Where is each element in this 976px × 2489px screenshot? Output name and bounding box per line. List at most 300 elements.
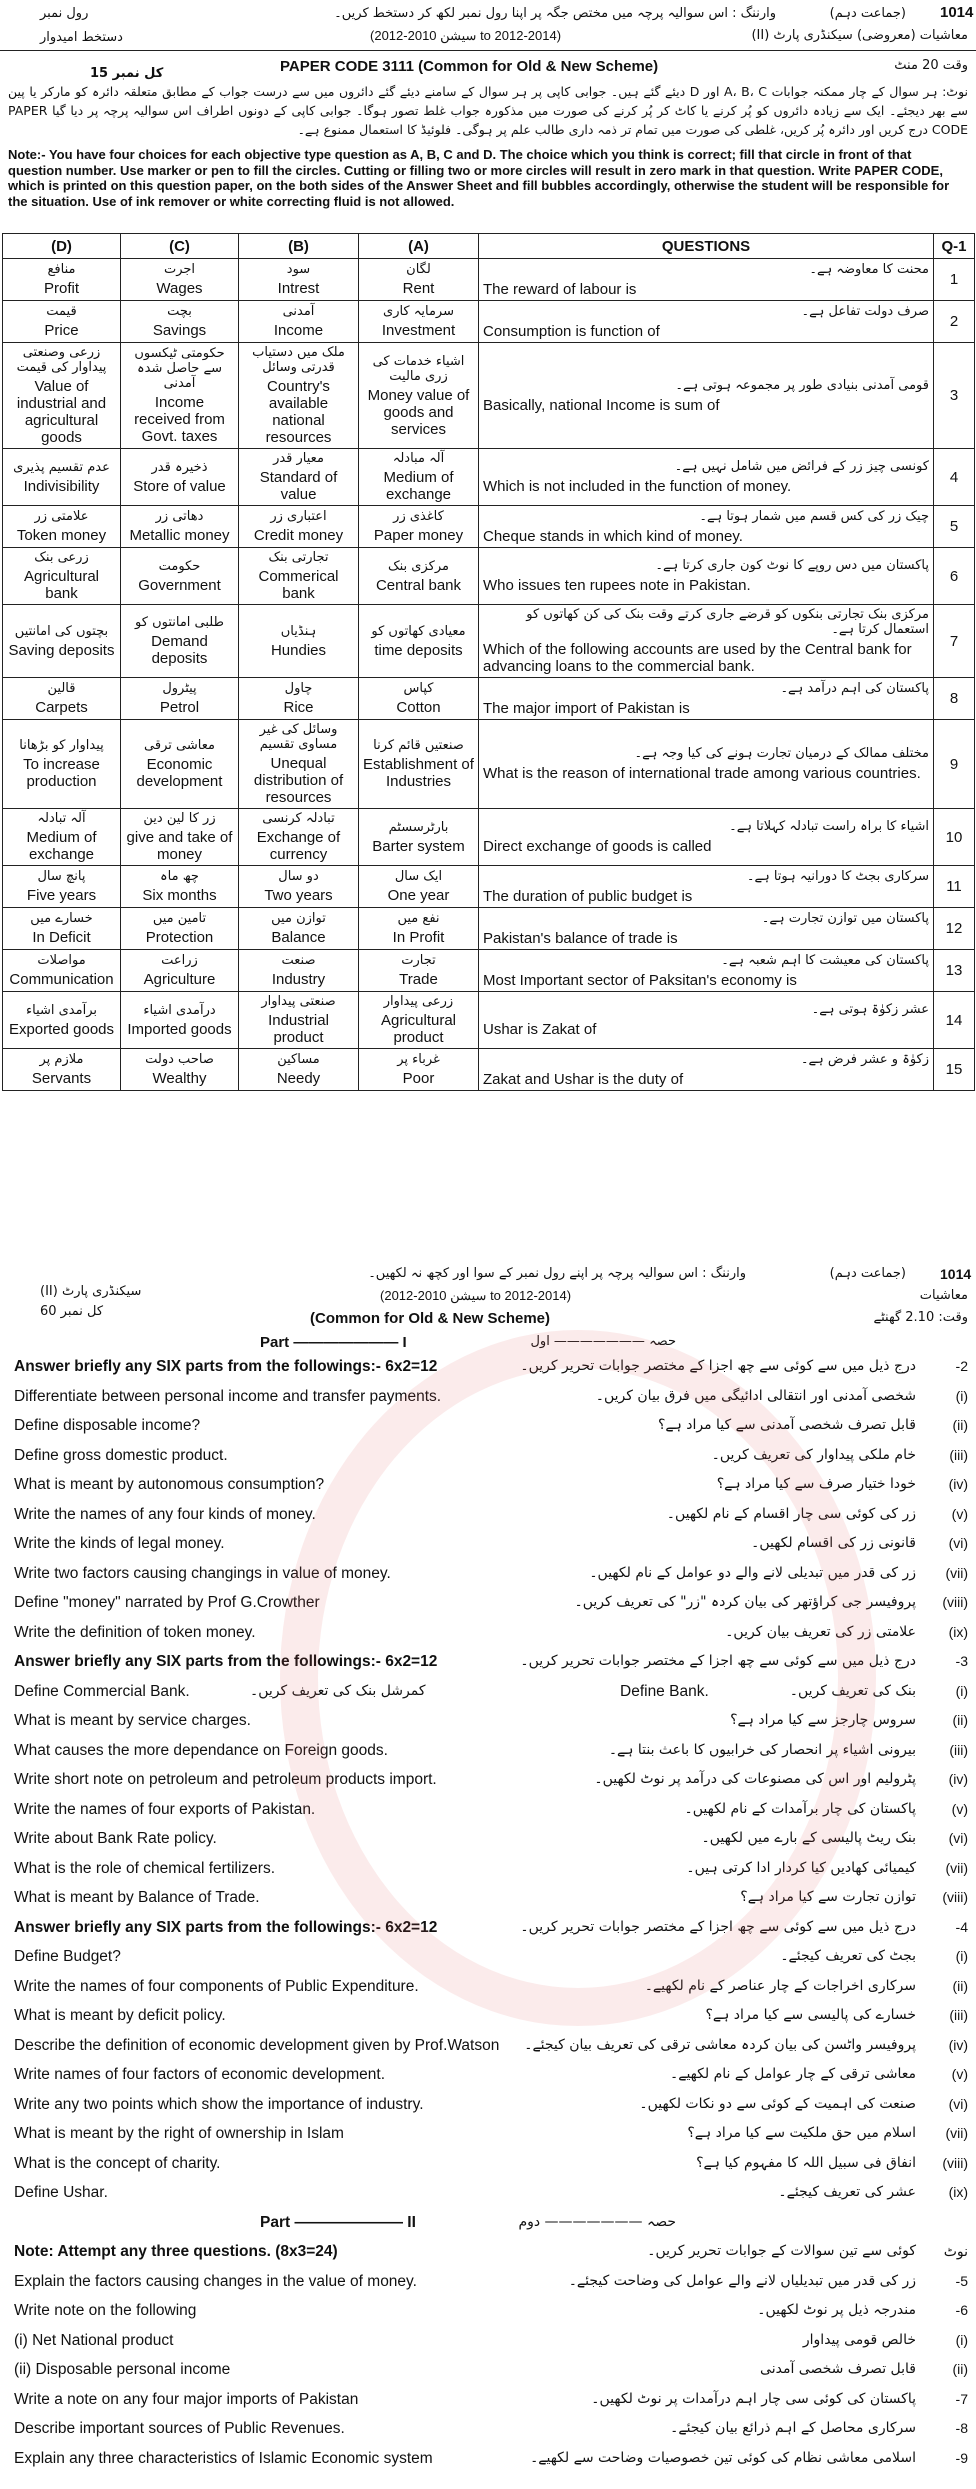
question-urdu: عشر زکوٰۃ ہوتی ہے۔	[811, 1002, 929, 1017]
option-d	[3, 1049, 121, 1091]
question-urdu: سرکاری اخراجات کے چار عناصر کے نام لکھیے۔	[644, 1977, 916, 1994]
question-urdu: قومی آمدنی بنیادی طور پر مجموعہ ہوتی ہے۔	[675, 377, 929, 393]
option-b	[239, 992, 359, 1049]
question-number: (v)	[951, 1800, 968, 1817]
question-urdu: انفاق فی سبیل اللہ کا مفہوم کیا ہے؟	[696, 2154, 916, 2171]
short-question	[0, 2330, 976, 2356]
question-cell	[479, 449, 934, 506]
question-urdu: قابل تصرف شخصی آمدنی سے کیا مراد ہے؟	[657, 1417, 916, 1433]
question-english: Answer briefly any SIX parts from the followings:- 6x2=12	[14, 1653, 438, 1670]
option-urdu: زراعت	[161, 953, 198, 968]
option-urdu: زرعی بنک	[34, 550, 89, 565]
option-c	[121, 678, 239, 720]
mcq-row	[3, 908, 975, 950]
option-english: Profit	[43, 280, 79, 297]
option-urdu: حکومت	[158, 558, 201, 574]
question-english: Write two factors causing changings in value of money.	[14, 1564, 391, 1582]
question-number: 11	[934, 866, 975, 908]
col-c-header: (C)	[121, 234, 239, 259]
question-cell	[479, 950, 934, 992]
subjective-marks: کل نمبر 60	[40, 1304, 104, 1319]
question-number: 1	[934, 259, 975, 301]
option-english: Economic development	[136, 756, 223, 790]
option-english: Agriculture	[143, 971, 216, 988]
option-c	[121, 809, 239, 866]
question-english: Who issues ten rupees note in Pakistan.	[483, 577, 751, 594]
option-english: Rice	[283, 699, 314, 716]
question-english: Pakistan's balance of trade is	[483, 929, 678, 947]
question-number: نوٹ	[943, 2243, 968, 2259]
question-urdu: کونسی چیز زر کے فرائض میں شامل نہیں ہے۔	[674, 459, 929, 474]
option-d	[3, 950, 121, 992]
question-english: Answer briefly any SIX parts from the followings:- 6x2=12	[14, 1918, 438, 1936]
option-a	[359, 506, 479, 548]
option-urdu: معیار قدر	[273, 451, 324, 466]
option-c	[121, 950, 239, 992]
question-number: -3	[955, 1653, 968, 1669]
question-number: -4	[955, 1918, 968, 1935]
question-urdu: پاکستان کی کوئی سی چار اہم درآمدات پر نوٹ لکھیں۔	[591, 2390, 916, 2407]
question-number: -7	[955, 2390, 968, 2407]
question-urdu: مندرجہ ذیل پر نوٹ لکھیں۔	[757, 2302, 916, 2318]
option-english: Servants	[31, 1070, 92, 1087]
note-label: Note:-	[8, 147, 46, 162]
option-d	[3, 720, 121, 809]
short-question	[0, 1799, 976, 1825]
option-english: Industry	[271, 971, 326, 988]
question-english: Define Budget?	[14, 1948, 121, 1965]
option-english: Commerical bank	[258, 568, 339, 602]
option-english: Protection	[145, 929, 214, 946]
option-english: Imported goods	[127, 1020, 232, 1038]
question-number: (viii)	[942, 1889, 968, 1905]
option-urdu: تامین میں	[152, 911, 207, 926]
mcq-row	[3, 720, 975, 809]
option-english: Metallic money	[129, 527, 230, 544]
subjective-part: سیکنڈری پارٹ (II)	[40, 1284, 142, 1299]
option-b	[239, 548, 359, 605]
option-english: Hundies	[270, 641, 327, 659]
question-english: Write the names of four components of Public Expenditure.	[14, 1977, 419, 1995]
option-urdu: تجارت	[401, 953, 436, 968]
option-urdu: دو سال	[278, 869, 319, 884]
question-urdu: زر کی قدر میں تبدیلی لانے والے دو عوامل کے نام لکھیں۔	[589, 1564, 916, 1581]
question-english: The reward of labour is	[483, 280, 637, 298]
question-english: Direct exchange of goods is called	[483, 838, 712, 855]
mcq-row	[3, 1049, 975, 1091]
short-question	[0, 2448, 976, 2474]
question-english: Which is not included in the function of money.	[483, 478, 792, 495]
option-urdu: بارٹرسسٹم	[388, 819, 449, 835]
note-text: You have four choices for each objective type question as A, B, C and D. The choice which you think is correct; fill that circle in front of that question number. Use marker or pen to fill the circles. Cutting or filling two or more circles will result in zero mark in that question. Write PAPER CODE, which is printed on this question paper, on the both sides of the Answer Sheet and fill bubbles accordingly, otherwise the student will be responsible for the situation. Use of ink remover or white correcting fluid is not allowed.	[8, 147, 950, 209]
option-c	[121, 343, 239, 449]
option-b	[239, 950, 359, 992]
question-cell	[479, 908, 934, 950]
option-english: Petrol	[159, 699, 200, 716]
question-number: 15	[934, 1049, 975, 1091]
urdu-instructions: نوٹ: ہر سوال کے چار ممکنہ جوابات A، B، C اور D دیئے گئے ہیں۔ جوابی کاپی پر ہر سوال کے سامنے دیئے گئے دائروں میں سے درست جواب کے مطابق متعلقہ دائرہ کو مارکر یا پین سے بھر دیجئے۔ ایک سے زیادہ دائروں کو پُر کرنے یا کاٹ کر پُر کرنے کی صورت میں مذکورہ جواب غلط تصور ہوگا۔ جوابی کاپی کے دونوں اطراف اس سوالیہ پرچہ پر دیا گیا PAPER CODE درج کریں اور دائرہ پُر کریں، غلطی کی صورت میں تمام تر ذمہ داری طالب علم پر ہوگی۔ فلوئیڈ کا استعمال ممنوع ہے۔	[8, 84, 969, 137]
option-urdu: غرباء پر	[397, 1052, 440, 1067]
english-instructions	[8, 147, 968, 209]
question-english: What is the role of chemical fertilizers.	[14, 1859, 276, 1877]
short-question	[0, 2418, 976, 2444]
option-urdu: صاحب دولت	[145, 1052, 214, 1067]
question-cell	[479, 605, 934, 678]
question-number: -8	[955, 2420, 968, 2436]
short-question	[0, 1858, 976, 1884]
option-urdu: برآمدی اشیاء	[26, 1002, 97, 1018]
question-cell	[479, 301, 934, 343]
option-urdu: کپاس	[403, 681, 434, 696]
question-urdu: مرکزی بنک تجارتی بنکوں کو قرضے جاری کرتے وقت بنک کی کن کھاتوں کو استعمال کرتا ہے۔	[526, 607, 929, 637]
short-question	[0, 1474, 976, 1500]
option-urdu: پیٹرول	[162, 681, 197, 696]
question-english: Zakat and Ushar is the duty of	[483, 1070, 684, 1088]
option-urdu: وسائل کی غیر مساوی تقسیم	[259, 722, 338, 752]
option-urdu: مساکین	[277, 1052, 320, 1067]
question-urdu: پاکستان کی معیشت کا اہم شعبہ ہے۔	[721, 952, 929, 968]
question-urdu: بجٹ کی تعریف کیجئے۔	[780, 1948, 916, 1964]
question-urdu: پاکستان کی اہم درآمد ہے۔	[780, 680, 929, 696]
question-cell	[479, 1049, 934, 1091]
question-urdu: علامتی زر کی تعریف بیان کریں۔	[725, 1623, 916, 1640]
question-english: What causes the more dependance on Foreign goods.	[14, 1741, 388, 1759]
question-urdu: زر کی قدر میں تبدیلیاں لانے والے عوامل کی وضاحت کیجئے۔	[568, 2272, 916, 2289]
option-d	[3, 301, 121, 343]
question-cell	[479, 720, 934, 809]
question-english: Define disposable income?	[14, 1417, 201, 1434]
question-number: (viii)	[942, 2154, 968, 2171]
question-urdu: پاکستان میں دس روپے کا نوٹ کون جاری کرتا ہے۔	[655, 558, 929, 573]
option-english: Barter system	[372, 837, 465, 855]
option-urdu: آلہ مبادلہ	[392, 451, 445, 466]
question-cell	[479, 506, 934, 548]
option-b	[239, 605, 359, 678]
option-a	[359, 548, 479, 605]
option-a	[359, 259, 479, 301]
question-urdu: کیمیائی کھادیں کیا کردار ادا کرتی ہیں۔	[686, 1859, 916, 1876]
short-question	[0, 1946, 976, 1972]
question-english: Explain the factors causing changes in the value of money.	[14, 2272, 417, 2290]
question-urdu: سروس چارجز سے کیا مراد ہے؟	[730, 1712, 916, 1728]
question-number: (iv)	[948, 1771, 968, 1787]
table-header-row	[3, 234, 975, 259]
question-english: What is meant by Balance of Trade.	[14, 1889, 260, 1906]
question-english: Which of the following accounts are used by the Central bank for advancing loans to the commercial bank.	[483, 641, 912, 675]
question-urdu: سرکاری بجٹ کا دورانیہ ہوتا ہے۔	[746, 868, 929, 884]
option-urdu: چھ ماہ	[160, 869, 199, 884]
option-a	[359, 301, 479, 343]
question-urdu: خسارے کی پالیسی سے کیا مراد ہے؟	[705, 2007, 916, 2023]
option-english: Store of value	[133, 477, 226, 495]
subjective-session: (سیشن 2010-2012 to 2012-2014)	[380, 1288, 572, 1303]
option-urdu: زرعی پیداوار	[383, 994, 454, 1009]
question-english: (ii) Disposable personal income	[14, 2361, 231, 2378]
option-english: In Profit	[392, 929, 445, 946]
option-english: Wages	[156, 280, 203, 297]
question-number: (vii)	[945, 1564, 968, 1581]
short-question	[0, 1769, 976, 1795]
question-english: Define gross domestic product.	[14, 1446, 228, 1464]
question-number: 5	[934, 506, 975, 548]
question-english: What is meant by service charges.	[14, 1712, 251, 1729]
short-question	[0, 2094, 976, 2120]
question-urdu: زکوٰۃ و عشر فرض ہے۔	[800, 1051, 929, 1067]
section-heading	[0, 1651, 976, 1677]
question-english: Part ——————— II	[260, 2213, 416, 2231]
question-urdu: معاشی ترقی کے چار عوامل کے نام لکھیے۔	[670, 2066, 916, 2082]
option-urdu: بچتوں کی امانتیں	[14, 623, 109, 639]
option-english: Central bank	[375, 576, 462, 594]
question-cell	[479, 259, 934, 301]
question-english: Write the definition of token money.	[14, 1623, 256, 1641]
option-english: Industrial product	[268, 1012, 329, 1046]
question-urdu: توازن تجارت سے کیا مراد ہے؟	[740, 1889, 916, 1905]
option-c	[121, 259, 239, 301]
question-number: 8	[934, 678, 975, 720]
option-urdu: مرکزی بنک	[388, 558, 449, 574]
question-english: Explain any three characteristics of Islamic Economic system	[14, 2449, 433, 2467]
option-urdu: حکومتی ٹیکسوں سے حاصل شدہ آمدنی	[134, 346, 225, 391]
option-urdu: ایک سال	[394, 869, 443, 884]
question-urdu: پروفیسر واٹسن کی بیان کردہ معاشی ترقی کی تعریف بیان کیجئے۔	[524, 2036, 916, 2053]
subjective-scheme: (Common for Old & New Scheme)	[310, 1310, 551, 1327]
subjective-class: (جماعت دہم)	[829, 1266, 906, 1281]
question-english: Answer briefly any SIX parts from the followings:- 6x2=12	[14, 1358, 438, 1375]
question-number: (iv)	[948, 2036, 968, 2053]
option-urdu: قیمت	[46, 304, 77, 319]
question-english: Differentiate between personal income and transfer payments.	[14, 1387, 442, 1405]
option-english: Poor	[402, 1070, 435, 1087]
question-number: 3	[934, 343, 975, 449]
part-heading	[0, 2212, 976, 2238]
option-urdu: اجرت	[163, 262, 196, 277]
question-number: 6	[934, 548, 975, 605]
question-urdu: قانونی زر کی اقسام لکھیں۔	[751, 1535, 916, 1551]
option-urdu: چاول	[284, 681, 313, 696]
question-urdu: کوئی سے تین سوالات کے جوابات تحریر کریں۔	[647, 2243, 916, 2259]
option-english: Two years	[264, 887, 333, 904]
option-english: Investment	[381, 322, 456, 339]
part-one-label: Part ——————— I	[260, 1334, 407, 1351]
option-urdu: لگان	[406, 262, 431, 277]
option-urdu: صنعتی پیداوار	[261, 994, 336, 1009]
option-d	[3, 809, 121, 866]
option-c	[121, 301, 239, 343]
question-english: Write any two points which show the importance of industry.	[14, 2095, 424, 2113]
question-english: Most Important sector of Paksitan's economy is	[483, 971, 797, 989]
option-english: Government	[138, 576, 221, 594]
question-number: 12	[934, 908, 975, 950]
option-urdu: ملازم پر	[39, 1052, 84, 1067]
question-english: What is the concept of charity.	[14, 2154, 221, 2172]
question-number: -6	[955, 2302, 968, 2318]
option-english: Exported goods	[8, 1020, 115, 1038]
option-a	[359, 1049, 479, 1091]
question-urdu: صرف دولت تفاعل ہے۔	[801, 303, 929, 319]
col-questions-header: QUESTIONS	[479, 234, 934, 259]
question-cell	[479, 343, 934, 449]
option-english: Token money	[16, 527, 107, 544]
option-urdu: پانچ سال	[37, 869, 86, 884]
mcq-row	[3, 259, 975, 301]
option-urdu: اعتباری زر	[270, 509, 327, 524]
option-d	[3, 449, 121, 506]
option-english: Money value of goods and services	[367, 386, 470, 438]
option-english: Cotton	[396, 699, 441, 716]
question-number: -9	[955, 2449, 968, 2466]
question-urdu: پروفیسر جی کراؤتھر کی بیان کردہ "زر" کی تعریف کریں۔	[574, 1594, 916, 1610]
col-b-header: (B)	[239, 234, 359, 259]
option-c	[121, 506, 239, 548]
short-question	[0, 1533, 976, 1559]
option-d	[3, 866, 121, 908]
question-urdu: پٹرولیم اور اس کی مصنوعات کی درآمد پر نوٹ لکھیں۔	[594, 1771, 916, 1787]
question-number: (ii)	[952, 1712, 968, 1728]
option-d	[3, 908, 121, 950]
short-question	[0, 2359, 976, 2385]
question-english: The duration of public budget is	[483, 887, 693, 905]
class-label: (جماعت دہم)	[829, 6, 906, 21]
option-d	[3, 343, 121, 449]
col-a-header: (A)	[359, 234, 479, 259]
question-urdu: چیک زر کی کس قسم میں شمار ہوتا ہے۔	[699, 508, 929, 524]
option-b	[239, 720, 359, 809]
option-english: Saving deposits	[8, 641, 115, 659]
option-urdu: کاغذی زر	[393, 509, 444, 524]
option-a	[359, 992, 479, 1049]
question-urdu: اسلامی معاشی نظام کی کوئی تین خصوصیات وضاحت سے لکھیے۔	[530, 2449, 916, 2466]
question-english: Note: Attempt any three questions. (8x3=24)	[14, 2243, 338, 2260]
option-urdu: معیادی کھاتوں کو	[371, 623, 466, 639]
question-number: (vii)	[945, 1859, 968, 1876]
question-number: (iii)	[949, 2007, 968, 2023]
option-english: Intrest	[277, 280, 320, 297]
mcq-row	[3, 506, 975, 548]
option-english: Medium of exchange	[26, 829, 97, 863]
question-number: (iv)	[948, 1476, 968, 1492]
short-question	[0, 1415, 976, 1441]
option-english: Value of industrial and agricultural goods	[16, 378, 107, 446]
option-english: Trade	[399, 971, 438, 988]
question-number: (vi)	[948, 2095, 968, 2112]
question-number: 2	[934, 301, 975, 343]
short-question	[0, 1887, 976, 1913]
option-urdu: سود	[286, 262, 311, 277]
question-english: Define "money" narrated by Prof G.Crowther	[14, 1594, 320, 1611]
question-urdu: خالص قومی پیداوار	[802, 2331, 916, 2348]
question-urdu: عشر کی تعریف کیجئے۔	[778, 2184, 916, 2200]
option-english: Agricultural product	[380, 1012, 457, 1046]
option-b	[239, 809, 359, 866]
question-english: Ushar is Zakat of	[483, 1021, 597, 1038]
question-urdu: درج ذیل میں سے کوئی سے چھ اجزا کے مختصر جوابات تحریر کریں۔	[520, 1653, 916, 1669]
option-english: Standard of value	[259, 469, 338, 503]
option-d	[3, 992, 121, 1049]
option-english: Five years	[26, 887, 97, 904]
question-number: (ix)	[948, 2184, 968, 2200]
question-urdu: بنک ریٹ پالیسی کے بارے میں لکھیں۔	[701, 1830, 916, 1846]
question-urdu: محنت کا معاوضہ ہے۔	[809, 261, 929, 277]
option-a	[359, 343, 479, 449]
option-d	[3, 605, 121, 678]
question-number: (vi)	[948, 1830, 968, 1846]
paper-code-title: PAPER CODE 3111 (Common for Old & New Scheme)	[280, 58, 659, 75]
option-english: Exchange of currency	[256, 829, 341, 863]
question-number: (i)	[955, 1682, 968, 1699]
subject-title: معاشیات (معروضی) سیکنڈری پارٹ (II)	[751, 28, 968, 43]
short-question	[0, 1504, 976, 1530]
question-english: Write short note on petroleum and petroleum products import.	[14, 1771, 437, 1788]
option-urdu: آمدنی	[282, 304, 315, 319]
part-one-urdu: حصہ ——————— اول	[530, 1334, 676, 1349]
question-english: What is meant by the right of ownership in Islam	[14, 2125, 344, 2142]
mcq-row	[3, 992, 975, 1049]
time-label: وقت 20 منٹ	[894, 58, 968, 73]
question-urdu: حصہ ——————— دوم	[518, 2213, 676, 2230]
question-cell	[479, 866, 934, 908]
mcq-row	[3, 548, 975, 605]
question-number: (iii)	[949, 1741, 968, 1758]
option-english: Medium of exchange	[383, 469, 454, 503]
option-urdu: زرعی وصنعتی پیداوار کی قیمت	[16, 345, 107, 375]
option-urdu: قالین	[47, 681, 76, 696]
short-question	[0, 2182, 976, 2208]
option-urdu: اشیاء خدمات کی زری مالیت	[372, 353, 465, 384]
mcq-row	[3, 449, 975, 506]
option-english: Carpets	[35, 699, 88, 716]
question-english: Write about Bank Rate policy.	[14, 1830, 217, 1847]
question-urdu: اشیاء کا براہ راست تبادلہ کہلاتا ہے۔	[729, 819, 929, 834]
option-english: time deposits	[374, 641, 463, 659]
question-english: Define Commercial Bank.	[14, 1682, 190, 1700]
mcq-row	[3, 950, 975, 992]
option-english: Agricultural bank	[23, 568, 100, 602]
question-english: Cheque stands in which kind of money.	[483, 527, 743, 545]
option-urdu: ہنڈیاں	[280, 623, 317, 639]
subjective-code: 1014	[940, 1266, 972, 1282]
option-b	[239, 678, 359, 720]
option-c	[121, 908, 239, 950]
option-urdu: آلہ تبادلہ	[37, 811, 86, 826]
option-c	[121, 866, 239, 908]
option-english: Income received from Govt. taxes	[134, 394, 225, 445]
short-question	[0, 1710, 976, 1736]
question-cell	[479, 548, 934, 605]
question-urdu: بنک کی تعریف کریں۔	[789, 1682, 916, 1699]
short-question	[0, 1740, 976, 1766]
option-english: Needy	[276, 1070, 321, 1087]
col-number-header: Q-1	[934, 234, 975, 259]
question-urdu: بیرونی اشیاء پر انحصار کی خرابیوں کا باعث بنتا ہے۔	[608, 1741, 916, 1758]
option-urdu: تبادلہ کرنسی	[262, 811, 335, 826]
question-number: -5	[955, 2272, 968, 2289]
option-b	[239, 866, 359, 908]
question-urdu: اسلام میں حق ملکیت سے کیا مراد ہے؟	[687, 2125, 916, 2141]
subjective-subject: معاشیات	[919, 1288, 968, 1303]
option-english: Demand deposits	[151, 633, 208, 667]
subjective-time: وقت: 2.10 گھنٹے	[873, 1310, 968, 1325]
option-a	[359, 449, 479, 506]
option-d	[3, 548, 121, 605]
session-label: (سیشن 2010-2012 to 2012-2014)	[370, 28, 562, 43]
short-question	[0, 1976, 976, 2002]
option-english: Paper money	[373, 527, 464, 544]
option-urdu: ذخیرہ قدر	[151, 459, 208, 475]
option-urdu: صنعت	[281, 953, 316, 968]
signature-label: دستخط امیدوار	[40, 30, 123, 45]
option-urdu: مواصلات	[37, 953, 86, 968]
